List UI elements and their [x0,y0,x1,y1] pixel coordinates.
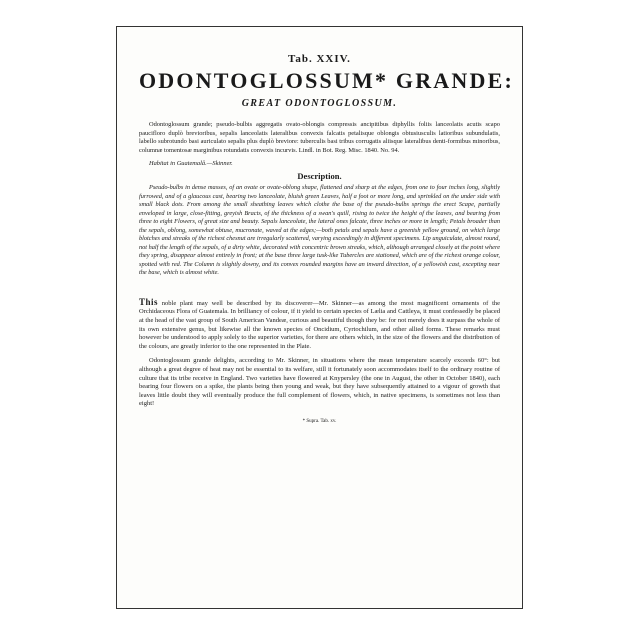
document-page [116,26,523,609]
description-heading: Description. [297,171,342,182]
footnote: * Supra. Tab. xv. [302,419,337,424]
plate-number: Tab. XXIV. [288,53,351,65]
body-paragraph-2: Odontoglossum grande delights, according to Mr. Skinner, in situations where the mean temperature scarcely exceeds 60°: but although a great degree of heat may not be essential to its welfare, still it fortunately soon accommodates itself to the ordinary routine of culture that its tribe receive in England. Two varieties have flowered at Knypersley (the one in August, the other in October 1840), each bearing four flowers on a spike, the plants being then young and weak, but they have subsequently attained to a vigour of growth that leaves little doubt they will eventually produce the full complement of flowers, which, in native specimens, is sometimes not less than eight! [139,357,500,408]
body-paragraph-1-text: noble plant may well be described by its discoverer—Mr. Skinner—as among the most magnificent ornaments of the Orchidaceous Flora of Guatemala. In brilliancy of colour, if it yield to certain species of Lælia and Cattleya, it must confessedly be placed at the head of the vast group of South American Vandeæ, curious and beautiful though they be: for not merely does it surpass the whole of its own extensive genus, but likewise all the known species of Oncidium, Cyrtochilum, and other allied forms. These remarks must however be understood to apply solely to the superior varieties, for there are others which, in the size of the flowers and the distribution of the colours, are greatly inferior to the one represented in the Plate. [139,299,501,350]
page-title: ODONTOGLOSSUM* GRANDE: [139,68,514,93]
habitat-line: Habitat in Guatemalâ.—Skinner. [149,160,233,168]
body-paragraph-1 [139,298,500,352]
body-dropcap-word: This [139,296,159,307]
latin-diagnosis: Odontoglossum grande; pseudo-bulbis aggregatis ovato-oblongis compressis ancipitibus diphyllis foliis lanceolatis acutis scapo paucifloro duplò brevioribus, sepalis lanceolatis lateralibus convexis falcatis petalisque oblongis obtusiusculis latioribus subundulatis, labello subrotundo basi auriculato sepalis plus duplò breviore: tuberculis basi tribus corrugatis aliisque lateralibus denti-formibus minoribus, columnæ tomentosæ marginibus rotundatis convexis incurvis. Lindl. in Bot. Reg. Misc. 1840. No. 94. [139,121,500,154]
description-paragraph: Pseudo-bulbs in dense masses, of an ovate or ovate-oblong shape, flattened and sharp at the edges, from one to four inches long, slightly furrowed, and of a glaucous cast, bearing two lanceolate, bluish green Leaves, half a foot or more long, and sprinkled on the under side with small black dots. From among the small sheathing leaves which clothe the base of the pseudo-bulbs springs the erect Scape, partially enveloped in large, close-fitting, greyish Bracts, of the thickness of a swan's quill, rising to twice the height of the leaves, and bearing from three to eight Flowers, of great size and beauty. Sepals lanceolate, the lateral ones falcate, three inches or more in length; Petals broader than the sepals, oblong, somewhat obtuse, mucronate, waved at the edges;—both petals and sepals have a greenish yellow ground, on which large blotches and streaks of the richest chesnut are irregularly scattered, varying exceedingly in different specimens. Lip unguiculate, almost round, not half the length of the sepals, of a dirty white, decorated with concentric brown streaks, which, although arranged closely at the point where they spring, disappear almost entirely in front; at the base three large tusk-like Tubercles are stationed, which are of the richest orange colour, spotted with red. The Column is slightly downy, and its convex rounded margins have an inward direction, of a yellowish cast, excepting near the base, which is almost white. [139,184,500,277]
common-name-subtitle: GREAT ODONTOGLOSSUM. [241,98,398,109]
